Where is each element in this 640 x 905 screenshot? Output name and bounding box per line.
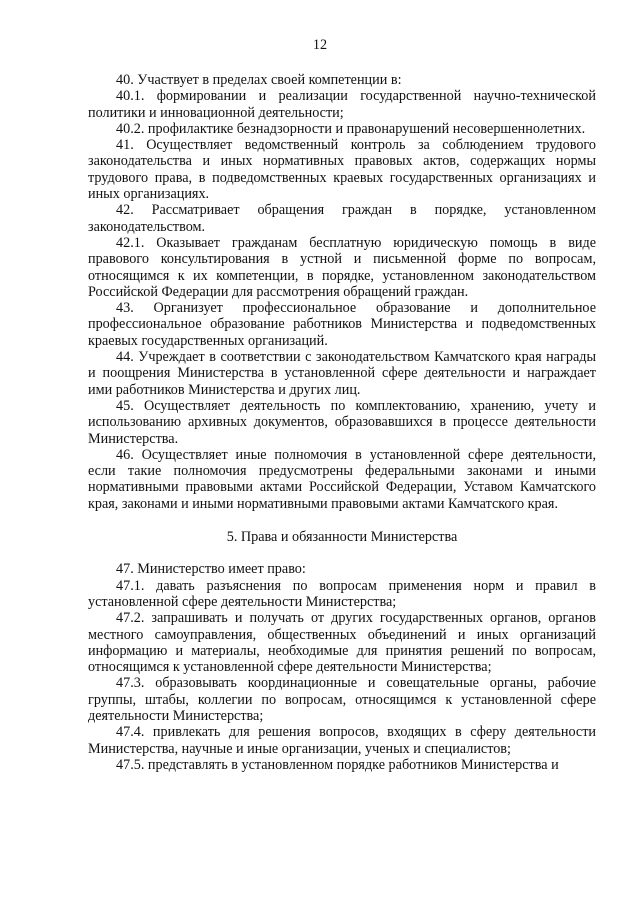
- paragraph-45: 45. Осуществляет деятельность по комплектованию, хранению, учету и использованию архивных документов, образовавшихся в процессе деятельности Министерства.: [88, 397, 596, 447]
- section-heading: 5. Права и обязанности Министерства: [226, 529, 458, 546]
- page-number: 12: [312, 37, 328, 53]
- document-body: [88, 72, 596, 773]
- paragraph-40-2: 40.2. профилактике безнадзорности и правонарушений несовершеннолетних.: [116, 120, 586, 137]
- paragraph-44: 44. Учреждает в соответствии с законодательством Камчатского края награды и поощрения Министерства в установленной сфере деятельности и награждает ими работников Министерства и других лиц.: [88, 349, 596, 398]
- paragraph-41: 41. Осуществляет ведомственный контроль за соблюдением трудового законодательства и иных нормативных правовых актов, содержащих нормы трудового права, в подведомственных краевых государственных организациях и иных организациях.: [88, 137, 596, 203]
- paragraph-42-1: 42.1. Оказывает гражданам бесплатную юридическую помощь в виде правового консультирования в устной и письменной форме по вопросам, относящимся к их компетенции, в порядке, установленном законодательством Российской Федерации для рассмотрения обращений граждан.: [88, 234, 596, 300]
- paragraph-43: 43. Организует профессиональное образование и дополнительное профессиональное образование работников Министерства и подведомственных краевых государственных организаций.: [88, 300, 596, 349]
- paragraph-42: 42. Рассматривает обращения граждан в порядке, установленном законодательством.: [88, 202, 596, 235]
- paragraph-46: 46. Осуществляет иные полномочия в установленной сфере деятельности, если такие полномочия предусмотрены федеральными законами и иными нормативными правовыми актами Российской Федерации, Уставом Камчатского края, законами и иными нормативными правовыми актами Камчатского края.: [88, 446, 596, 512]
- paragraph-47-2: 47.2. запрашивать и получать от других государственных органов, органов местного самоуправления, общественных объединений и иных организаций информацию и материалы, необходимые для принятия решений по вопросам, относящимся к установленной сфере деятельности Министерства;: [88, 610, 596, 676]
- paragraph-47-1: 47.1. давать разъяснения по вопросам применения норм и правил в установленной сфере деятельности Министерства;: [88, 577, 596, 610]
- paragraph-47-3: 47.3. образовывать координационные и совещательные органы, рабочие группы, штабы, коллегии по вопросам, относящимся к установленной сфере деятельности Министерства;: [88, 675, 596, 724]
- paragraph-47-5: 47.5. представлять в установленном порядке работников Министерства и: [116, 756, 559, 773]
- paragraph-47-4: 47.4. привлекать для решения вопросов, входящих в сферу деятельности Министерства, научные и иные организации, ученых и специалистов;: [88, 724, 596, 757]
- paragraph-47: 47. Министерство имеет право:: [116, 561, 306, 578]
- paragraph-40-1: 40.1. формировании и реализации государственной научно-технической политики и инновационной деятельности;: [88, 88, 596, 121]
- paragraph-40: 40. Участвует в пределах своей компетенции в:: [116, 72, 402, 88]
